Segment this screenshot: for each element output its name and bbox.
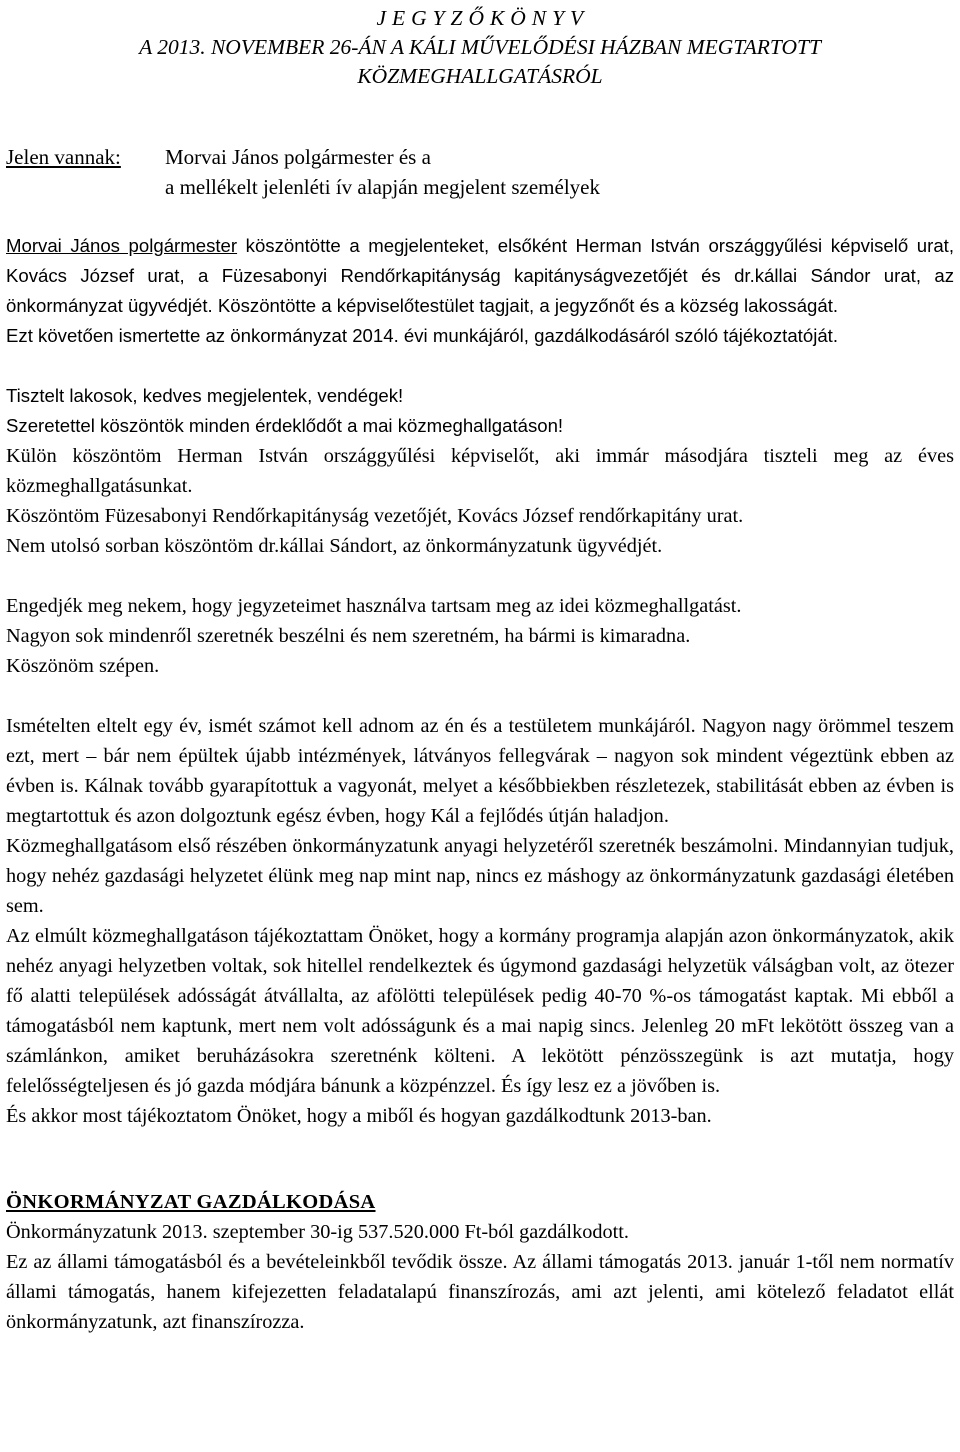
intro-speaker: Morvai János polgármester bbox=[6, 235, 238, 256]
greeting-paragraph-3: Külön köszöntöm Herman István országgyűlési képviselőt, aki immár másodjára tiszteli meg az éves közmeghallgatásunkat. bbox=[6, 445, 954, 497]
report-paragraph-4: És akkor most tájékoztatom Önöket, hogy a miből és hogyan gazdálkodtunk 2013-ban. bbox=[6, 1105, 712, 1127]
report-paragraph-1: Ismételten eltelt egy év, ismét számot kell adnom az én és a testületem munkájáról. Nagyon nagy örömmel teszem ezt, mert – bár nem épültek újabb intézmények, látványos fellegvárak – nagyon sok mindent végeztünk ebben az évben is. Kálnak tovább gyarapítottuk a vagyonát, melyet a későbbiekben részletezek, stabilitását ebben az évben is megtartottuk és azon dolgoztunk egész évben, hogy Kál a fejlődés útján haladjon. bbox=[6, 715, 954, 827]
report-paragraph-2: Közmeghallgatásom első részében önkormányzatunk anyagi helyzetéről szeretnék beszámolni. Mindannyian tudjuk, hogy nehéz gazdasági helyzetet élünk meg nap mint nap, nincs ez máshogy az önkormányzatunk gazdasági életében sem. bbox=[6, 835, 954, 917]
section-paragraph-2: Ez az állami támogatásból és a bevételeinkből tevődik össze. Az állami támogatás 2013. január 1-től nem normatív állami támogatás, hanem kifejezetten feladatalapú finanszírozás, ami azt jelenti, ami kötelező feladatot ellát önkormányzatunk, azt finanszírozza. bbox=[6, 1251, 954, 1333]
greeting-paragraph-2: Szeretettel köszöntök minden érdeklődőt a mai közmeghallgatáson! bbox=[6, 415, 564, 436]
intro-text-1: köszöntötte a megjelenteket, elsőként Herman István országgyűlési képviselő urat, Kovács József urat, a Füzesabonyi Rendőrkapitányság kapitányságvezetőjét és dr.kállai Sándor urat, az önkormányzat ügyvédjét. bbox=[6, 235, 954, 316]
request-paragraph-3: Köszönöm szépen. bbox=[6, 655, 160, 677]
attendance-section bbox=[6, 142, 954, 202]
greeting-paragraph-1: Tisztelt lakosok, kedves megjelentek, vendégek! bbox=[6, 385, 404, 406]
intro-text-2: Köszöntötte a képviselőtestület tagjait, a jegyzőnőt és a község lakosságát. bbox=[212, 295, 839, 316]
section-paragraph-1: Önkormányzatunk 2013. szeptember 30-ig 537.520.000 Ft-ból gazdálkodott. bbox=[6, 1221, 629, 1243]
attendance-line-1: Morvai János polgármester és a bbox=[165, 145, 431, 169]
attendance-label: Jelen vannak: bbox=[6, 145, 121, 169]
greeting-paragraph-4: Köszöntöm Füzesabonyi Rendőrkapitányság vezetőjét, Kovács József rendőrkapitány urat. bbox=[6, 505, 744, 527]
document-title: J E G Y Z Ő K Ö N Y V bbox=[376, 6, 584, 30]
intro-paragraph-2: Ezt követően ismertette az önkormányzat 2014. évi munkájáról, gazdálkodásáról szóló tájékoztatóját. bbox=[6, 325, 838, 346]
attendance-row bbox=[6, 142, 954, 172]
request-paragraph-2: Nagyon sok mindenről szeretnék beszélni és nem szeretném, ha bármi is kimaradna. bbox=[6, 625, 691, 647]
greeting-paragraph-5: Nem utolsó sorban köszöntöm dr.kállai Sándort, az önkormányzatunk ügyvédjét. bbox=[6, 535, 663, 557]
document-subtitle-line-2: KÖZMEGHALLGATÁSRÓL bbox=[357, 64, 603, 88]
document-header bbox=[6, 4, 954, 91]
report-paragraph-3: Az elmúlt közmeghallgatáson tájékoztattam Önöket, hogy a kormány programja alapján azon önkormányzatok, akik nehéz anyagi helyzetben voltak, sok hitellel rendelkeztek és úgymond gazdasági helyzetük válságban volt, az ötezer fő alatti települések adósságát átvállalta, az afölötti települések pedig 40-70 %-os támogatást kaptak. Mi ebből a támogatásból nem kaptunk, mert nem volt adósságunk és a mai napig sincs. Jelenleg 20 mFt lekötött összeg van a számlánkon, amiket beruházásokra szeretnénk költeni. A lekötött pénzösszegünk is azt mutatja, hogy felelősségteljesen és jó gazda módjára bánunk a közpénzzel. És így lesz ez a jövőben is. bbox=[6, 925, 954, 1097]
section-heading: ÖNKORMÁNYZAT GAZDÁLKODÁSA bbox=[6, 1191, 376, 1213]
document-body bbox=[6, 231, 954, 1337]
document-subtitle-line-1: A 2013. NOVEMBER 26-ÁN A KÁLI MŰVELŐDÉSI HÁZBAN MEGTARTOTT bbox=[139, 35, 821, 59]
attendance-line-2: a mellékelt jelenléti ív alapján megjelent személyek bbox=[165, 175, 600, 199]
intro-paragraph bbox=[6, 231, 954, 321]
request-paragraph-1: Engedjék meg nekem, hogy jegyzeteimet használva tartsam meg az idei közmeghallgatást. bbox=[6, 595, 742, 617]
